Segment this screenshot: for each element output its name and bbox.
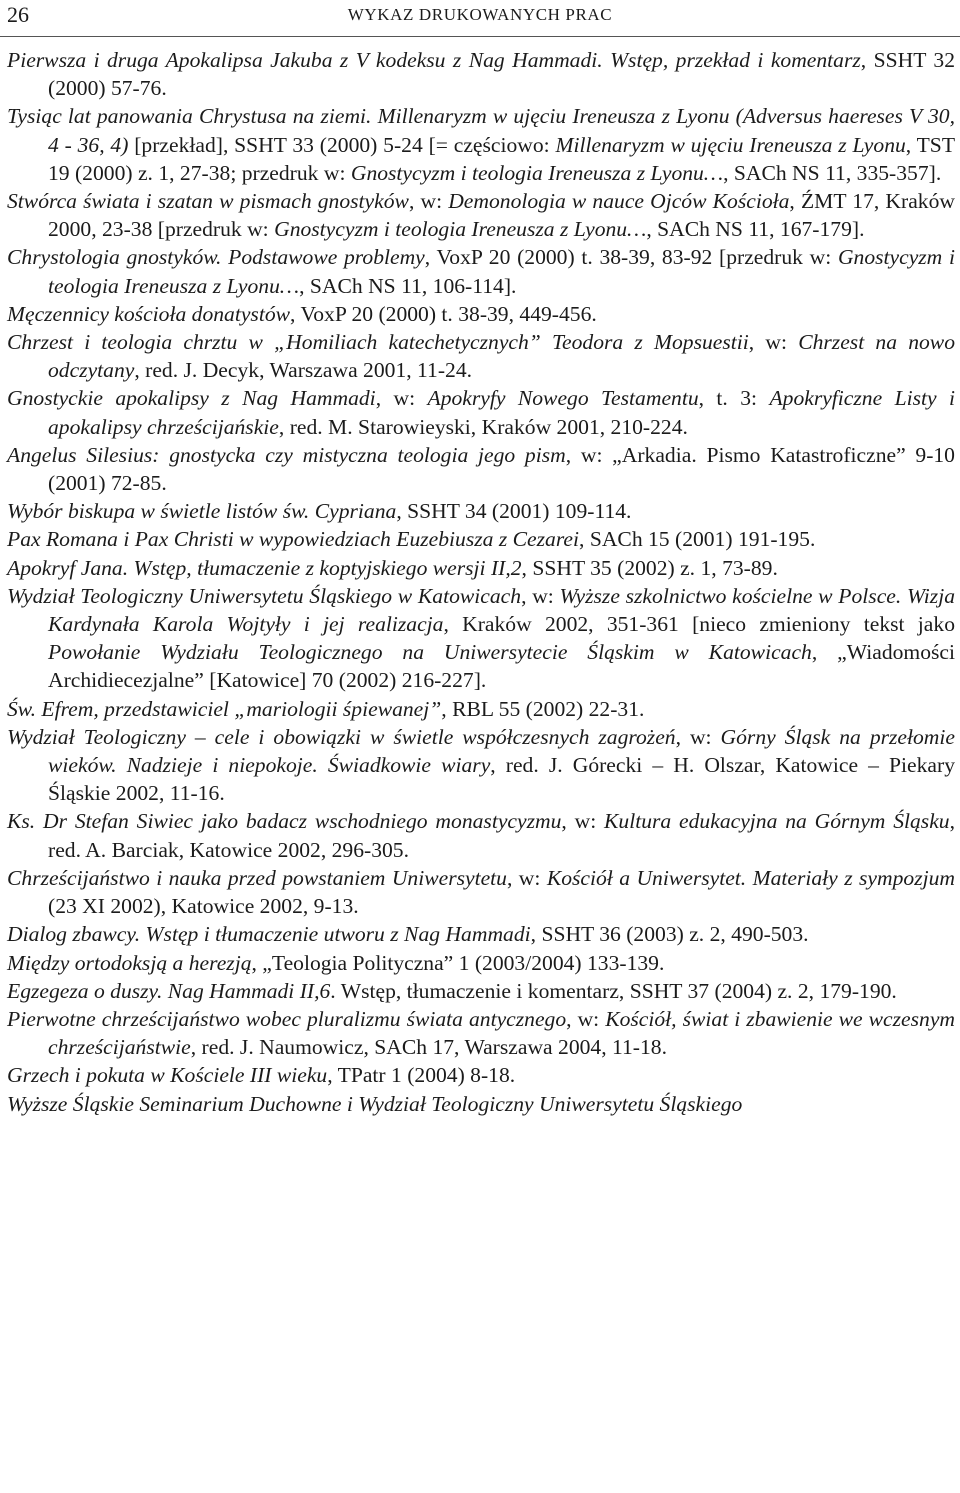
entry-title-italic: Pierwsza i druga Apokalipsa Jakuba z V kodeksu z Nag Hammadi. Wstęp, przekład i komentarz (7, 48, 861, 72)
bibliography-entry (7, 384, 955, 440)
entry-title-italic: Demonologia w nauce Ojców Kościoła (448, 189, 790, 214)
entry-text: , w: (675, 724, 721, 749)
entry-text: , VoxP 20 (2000) t. 38-39, 83-92 [przedruk w: (424, 245, 838, 270)
bibliography-entry (7, 1090, 955, 1118)
entry-text: , SSHT 35 (2002) z. 1, 73-89. (521, 555, 778, 580)
entry-title-italic: Angelus Silesius: gnostycka czy mistyczna teologia jego pism (7, 442, 566, 467)
entry-text: . Wstęp, tłumaczenie i komentarz, SSHT 37 (2004) z. 2, 179-190. (330, 978, 897, 1003)
bibliography-list (7, 46, 955, 1118)
entry-title-italic: Chrzest i teologia chrztu w „Homiliach katechetycznych” Teodora z Mopsuestii (7, 330, 749, 355)
bibliography-entry (7, 864, 955, 920)
entry-text: , VoxP 20 (2000) t. 38-39, 449-456. (290, 301, 597, 326)
entry-title-italic: Chrzest na nowo odczytany (48, 330, 955, 383)
entry-text: , „Teologia Polityczna” 1 (2003/2004) 133-139. (251, 950, 665, 975)
entry-text: [przekład], SSHT 33 (2000) 5-24 [= częściowo: (128, 132, 556, 157)
header-rule (0, 36, 960, 37)
entry-title-italic: Gnostycyzm i teologia Ireneusza z Lyonu… (274, 217, 647, 242)
entry-text: (23 XI 2002), Katowice 2002, 9-13. (48, 894, 359, 919)
entry-title-italic: Gnostycyzm i teologia Ireneusza z Lyonu… (350, 160, 724, 185)
entry-text: , SACh NS 11, 106-114]. (299, 273, 517, 298)
entry-title-italic: Między ortodoksją a herezją (7, 950, 252, 975)
bibliography-entry (7, 977, 955, 1005)
entry-text: , SSHT 34 (2001) 109-114. (396, 499, 632, 524)
entry-title-italic: Wyższe szkolnictwo kościelne w Polsce. Wizja Kardynała Karola Wojtyły i jej realizacja (48, 583, 955, 637)
entry-text: , SSHT 36 (2003) z. 2, 490-503. (530, 922, 809, 947)
bibliography-entry (7, 949, 955, 977)
bibliography-entry (7, 187, 955, 243)
entry-title-italic: Millenaryzm w ujęciu Ireneusza z Lyonu (555, 132, 906, 157)
entry-text: , SACh 15 (2001) 191-195. (579, 527, 816, 552)
entry-title-italic: Ks. Dr Stefan Siwiec jako badacz wschodniego monastycyzmu (7, 809, 562, 834)
entry-title-italic: Powołanie Wydziału Teologicznego na Uniwersytecie Śląskim w Katowicach (48, 640, 812, 665)
entry-text: , red. J. Naumowicz, SACh 17, Warszawa 2004, 11-18. (190, 1035, 667, 1060)
bibliography-entry (7, 920, 955, 948)
entry-title-italic: Pierwotne chrześcijaństwo wobec pluralizmu świata antycznego (7, 1006, 567, 1031)
entry-text: , TPatr 1 (2004) 8-18. (327, 1063, 516, 1088)
entry-title-italic: Kultura edukacyjna na Górnym Śląsku (604, 809, 950, 834)
bibliography-entry (7, 441, 955, 497)
entry-text: , „Wiadomości Archidiecezjalne” [Katowice] 70 (2002) 216-227]. (48, 640, 955, 693)
bibliography-entry (7, 723, 955, 808)
entry-title-italic: Kościół, świat i zbawienie we wczesnym chrześcijaństwie (48, 1006, 955, 1060)
entry-title-italic: Apokryfy Nowego Testamentu (427, 386, 699, 411)
entry-text: , w: (408, 189, 449, 214)
entry-title-italic: Gnostyckie apokalipsy z Nag Hammadi (7, 386, 376, 411)
entry-title-italic: Wybór biskupa w świetle listów św. Cypriana (7, 499, 397, 524)
bibliography-entry (7, 328, 955, 384)
entry-text: , w: „Arkadia. Pismo Katastroficzne” 9-10 (2001) 72-85. (48, 442, 955, 496)
bibliography-entry (7, 300, 955, 328)
bibliography-entry (7, 695, 955, 723)
entry-title-italic: Gnostycyzm i teologia Ireneusza z Lyonu… (48, 245, 955, 298)
entry-title-italic: Tysiąc lat panowania Chrystusa na ziemi. Millenaryzm w ujęciu Ireneusza z Lyonu (Adversus haereses V 30, 4 - 36, 4) (7, 104, 955, 157)
bibliography-entry (7, 554, 955, 582)
entry-title-italic: Wyższe Śląskie Seminarium Duchowne i Wydział Teologiczny Uniwersytetu Śląskiego (7, 1091, 743, 1116)
entry-text: , RBL 55 (2002) 22-31. (441, 696, 645, 721)
entry-text: , w: (521, 583, 560, 608)
entry-title-italic: Męczennicy kościoła donatystów (7, 301, 291, 326)
running-head: WYKAZ DRUKOWANYCH PRAC (347, 5, 613, 24)
entry-text: , SACh NS 11, 335-357]. (723, 160, 942, 185)
entry-text: , w: (506, 865, 547, 890)
entry-text: , SSHT 32 (2000) 57-76. (48, 48, 955, 101)
entry-text: , red. J. Decyk, Warszawa 2001, 11-24. (134, 358, 473, 383)
entry-title-italic: Chrześcijaństwo i nauka przed powstaniem Uniwersytetu (7, 865, 507, 890)
bibliography-entry (7, 525, 955, 553)
entry-text: , red. J. Górecki – H. Olszar, Katowice – Piekary Śląskie 2002, 11-16. (48, 753, 955, 806)
entry-text: , w: (748, 330, 799, 355)
entry-text: , SACh NS 11, 167-179]. (646, 217, 865, 242)
entry-title-italic: Górny Śląsk na przełomie wieków. Nadzieje i niepokoje. Świadkowie wiary (48, 724, 955, 778)
entry-title-italic: Apokryf Jana. Wstęp, tłumaczenie z koptyjskiego wersji II,2 (7, 555, 522, 580)
bibliography-entry (7, 46, 955, 102)
bibliography-entry (7, 102, 955, 187)
bibliography-entry (7, 807, 955, 863)
entry-text: , t. 3: (698, 386, 770, 411)
entry-title-italic: Egzegeza o duszy. Nag Hammadi II,6 (7, 978, 331, 1003)
entry-text: , w: (561, 809, 605, 834)
entry-title-italic: Apokryficzne Listy i apokalipsy chrześcijańskie (48, 386, 955, 439)
entry-text: , TST 19 (2000) z. 1, 27-38; przedruk w: (48, 132, 956, 185)
entry-text: , w: (566, 1006, 606, 1031)
entry-text: , ŹMT 17, Kraków 2000, 23-38 [przedruk w: (48, 189, 955, 242)
page-header (0, 0, 960, 40)
entry-text: , red. A. Barciak, Katowice 2002, 296-305. (48, 809, 955, 862)
bibliography-entry (7, 497, 955, 525)
bibliography-entry (7, 1005, 955, 1061)
entry-title-italic: Grzech i pokuta w Kościele III wieku (7, 1063, 328, 1088)
page-number: 26 (7, 2, 29, 27)
entry-title-italic: Kościół a Uniwersytet. Materiały z sympozjum (546, 865, 955, 890)
entry-title-italic: Chrystologia gnostyków. Podstawowe problemy (7, 245, 425, 270)
entry-title-italic: Św. Efrem, przedstawiciel „mariologii śpiewanej” (7, 696, 442, 721)
entry-title-italic: Wydział Teologiczny Uniwersytetu Śląskiego w Katowicach (7, 583, 522, 608)
bibliography-entry (7, 582, 955, 695)
bibliography-entry (7, 1061, 955, 1089)
entry-text: , red. M. Starowieyski, Kraków 2001, 210-224. (278, 414, 688, 439)
entry-title-italic: Wydział Teologiczny – cele i obowiązki w świetle współczesnych zagrożeń (7, 724, 676, 749)
bibliography-entry (7, 243, 955, 299)
entry-title-italic: Pax Romana i Pax Christi w wypowiedziach Euzebiusza z Cezarei (7, 527, 580, 552)
entry-text: , Kraków 2002, 351-361 [nieco zmieniony tekst jako (443, 612, 955, 637)
entry-title-italic: Stwórca świata i szatan w pismach gnostyków (7, 189, 409, 214)
entry-title-italic: Dialog zbawcy. Wstęp i tłumaczenie utworu z Nag Hammadi (7, 922, 531, 947)
entry-text: , w: (375, 386, 428, 411)
